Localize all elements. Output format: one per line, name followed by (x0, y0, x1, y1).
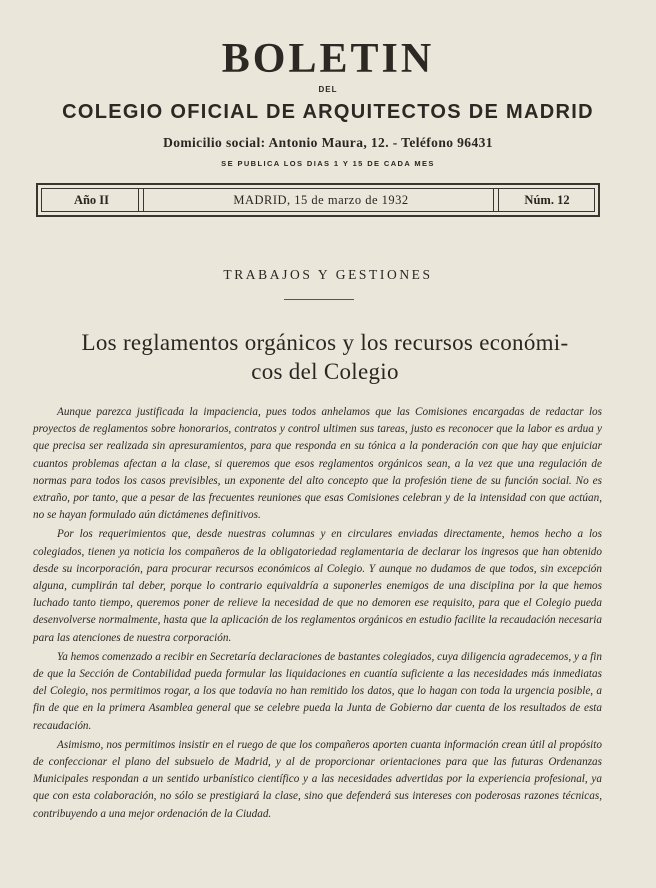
article-headline (30, 328, 620, 386)
issue-year: Año II (73, 193, 110, 207)
issue-info-bar (36, 183, 600, 217)
publication-frequency: SE PUBLICA LOS DIAS 1 Y 15 DE CADA MES (221, 159, 435, 168)
headline-line: Los reglamentos orgánicos y los recursos económi- (81, 330, 569, 355)
masthead-title: BOLETIN (221, 36, 435, 82)
article-paragraph: Por los requerimientos que, desde nuestras columnas y en circulares enviadas directamente, hemos hecho a los colegiados, tienen ya noticia los compañeros de la obligatoriedad reglamentaria de declarar los ingresos que han obtenido desde su incorporación, para procurar recursos económicos al Colegio. Y aunque no dudamos de que todos, sin excepción alguna, cumplirán tal deber, porque lo contrario equivaldría a suponerles enemigos de una disciplina por la que hemos luchado tanto tiempo, queremos poner de relieve la necesidad de que no demoren ese requisito, para que el Colegio pueda desenvolverse normalmente, hasta que la aplicación de los reglamentos orgánicos en estudio facilite la recaudación necesaria para las atenciones de nuestra corporación. (33, 528, 602, 644)
article-paragraph: Ya hemos comenzado a recibir en Secretaría declaraciones de bastantes colegiados, cuya diligencia agradecemos, y a fin de que la Sección de Contabilidad pueda formular las liquidaciones en cuantía suficiente a las necesidades más inmediatas del Colegio, nos permitimos rogar, a los que todavía no han remitido los datos, que lo hagan con toda la urgencia posible, a fin de que en la primera Asamblea general que se celebre pueda la Junta de Gobierno dar cuenta de los resultados de esta recaudación. (33, 650, 602, 732)
issue-date: MADRID, 15 de marzo de 1932 (233, 193, 409, 207)
masthead-del: DEL (318, 85, 338, 94)
article-body (33, 404, 602, 825)
issue-number: Núm. 12 (524, 193, 570, 207)
article-paragraph: Aunque parezca justificada la impaciencia, pues todos anhelamos que las Comisiones encargadas de redactar los proyectos de reglamentos sobre honorarios, contratos y control ultimen sus tareas, justo es reconocer que la labor es ardua y que precisa ser realizada sin apresuramientos, para que responda en su tónica a la ponderación con que hay que enjuiciar cuantos problemas afectan a la clase, si queremos que esos reglamentos orgánicos sean, a la vez que una regulación de normas para todos los casos previsibles, un exponente del alto concepto que la profesión tiene de su función social. No es extraño, por tanto, que a pesar de las frecuentes reuniones que esas Comisiones celebran y de la intensidad con que actúan, no se hayan formulado aún dictámenes definitivos. (33, 406, 602, 522)
headline-line: cos del Colegio (251, 359, 399, 384)
masthead-address: Domicilio social: Antonio Maura, 12. - Teléfono 96431 (163, 135, 493, 150)
section-rule (284, 299, 354, 300)
article-paragraph: Asimismo, nos permitimos insistir en el ruego de que los compañeros aporten cuanta información crean útil al propósito de confeccionar el plano del subsuelo de Madrid, y al de proporcionar orientaciones para que las futuras Ordenanzas Municipales respondan a un sentido urbanístico científico y a las necesidades advertidas por la experiencia profesional, ya que con esta colaboración, no sólo se prestigiará la clase, sino que defenderá sus intereses con poderosas razones técnicas, contribuyendo a una mejor ordenación de la Ciudad. (33, 738, 602, 820)
masthead-subtitle: COLEGIO OFICIAL DE ARQUITECTOS DE MADRID (62, 101, 594, 123)
section-heading: TRABAJOS Y GESTIONES (223, 267, 433, 282)
